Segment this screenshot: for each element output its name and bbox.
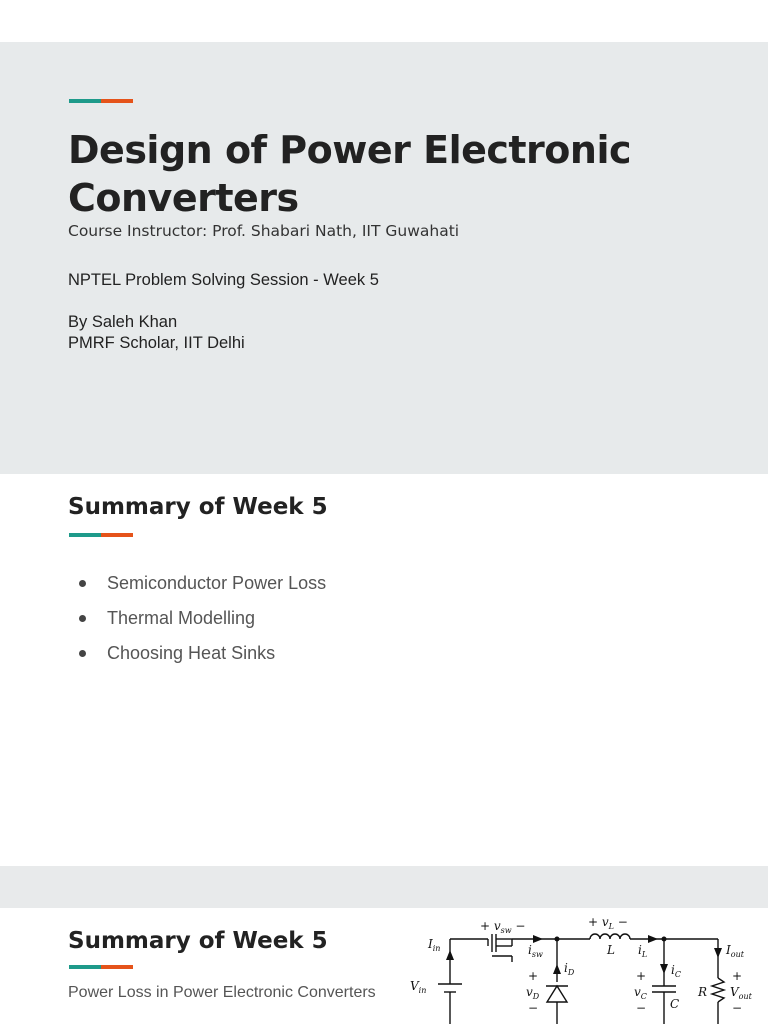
label-r: R bbox=[698, 985, 708, 999]
list-item bbox=[68, 636, 326, 671]
presentation-title: Design of Power Electronic Converters bbox=[68, 128, 632, 220]
accent-bar bbox=[69, 965, 133, 969]
circuit-heading: Summary of Week 5 bbox=[68, 928, 328, 954]
accent-bar-teal bbox=[69, 965, 101, 969]
label-i-d: $i_D$ bbox=[564, 961, 575, 977]
title-slide[interactable] bbox=[0, 42, 768, 474]
summary-list bbox=[68, 566, 326, 671]
label-i-l: $i_L$ bbox=[638, 943, 648, 959]
viewer-gap bbox=[0, 866, 768, 908]
svg-text:+: + bbox=[636, 969, 647, 983]
svg-text:+: + bbox=[732, 969, 743, 983]
list-item-label: Choosing Heat Sinks bbox=[107, 643, 276, 663]
list-item-label: Thermal Modelling bbox=[107, 608, 256, 628]
list-item-label: Semiconductor Power Loss bbox=[107, 573, 327, 593]
accent-bar bbox=[69, 533, 133, 537]
author-name: By Saleh Khan bbox=[68, 313, 178, 331]
summary-heading: Summary of Week 5 bbox=[68, 494, 328, 520]
label-c: C bbox=[670, 997, 680, 1011]
label-v-c: $v_C$ bbox=[634, 985, 647, 1001]
buck-converter-diagram bbox=[400, 908, 768, 1024]
label-i-c: $i_C$ bbox=[671, 963, 681, 979]
circuit-slide[interactable] bbox=[0, 908, 768, 1024]
label-v-out: $V_{out}$ bbox=[730, 985, 752, 1001]
svg-text:−: − bbox=[732, 1001, 743, 1015]
label-i-sw: $i_{sw}$ bbox=[528, 943, 543, 959]
circuit-subheading: Power Loss in Power Electronic Converters bbox=[68, 984, 376, 1001]
label-v-d: $v_D$ bbox=[526, 985, 540, 1001]
list-item bbox=[68, 601, 326, 636]
label-i-out: $I_{out}$ bbox=[726, 943, 744, 959]
accent-bar-teal bbox=[69, 99, 101, 103]
accent-bar-orange bbox=[101, 965, 133, 969]
label-l: L bbox=[607, 943, 615, 957]
svg-text:+: + bbox=[528, 969, 539, 983]
bullet-icon bbox=[79, 580, 86, 587]
circuit-wires bbox=[438, 934, 724, 1024]
svg-text:−: − bbox=[528, 1001, 539, 1015]
bullet-icon bbox=[79, 615, 86, 622]
bullet-icon bbox=[79, 650, 86, 657]
viewer-gap bbox=[0, 0, 768, 42]
author-affiliation: PMRF Scholar, IIT Delhi bbox=[68, 334, 245, 352]
session-label: NPTEL Problem Solving Session - Week 5 bbox=[68, 271, 379, 289]
svg-text:−: − bbox=[636, 1001, 647, 1015]
label-i-in: $I_{in}$ bbox=[428, 937, 441, 953]
course-instructor: Course Instructor: Prof. Shabari Nath, IIT Guwahati bbox=[68, 222, 460, 240]
author-block bbox=[68, 312, 245, 354]
accent-bar bbox=[69, 99, 133, 103]
label-v-l: + $v_L$ − bbox=[588, 915, 628, 931]
accent-bar-orange bbox=[101, 533, 133, 537]
list-item bbox=[68, 566, 326, 601]
accent-bar-teal bbox=[69, 533, 101, 537]
circuit-labels bbox=[410, 915, 753, 1015]
label-v-in: $V_{in}$ bbox=[410, 979, 427, 995]
summary-slide[interactable] bbox=[0, 474, 768, 906]
label-v-sw: + $v_{sw}$ − bbox=[480, 919, 526, 935]
accent-bar-orange bbox=[101, 99, 133, 103]
